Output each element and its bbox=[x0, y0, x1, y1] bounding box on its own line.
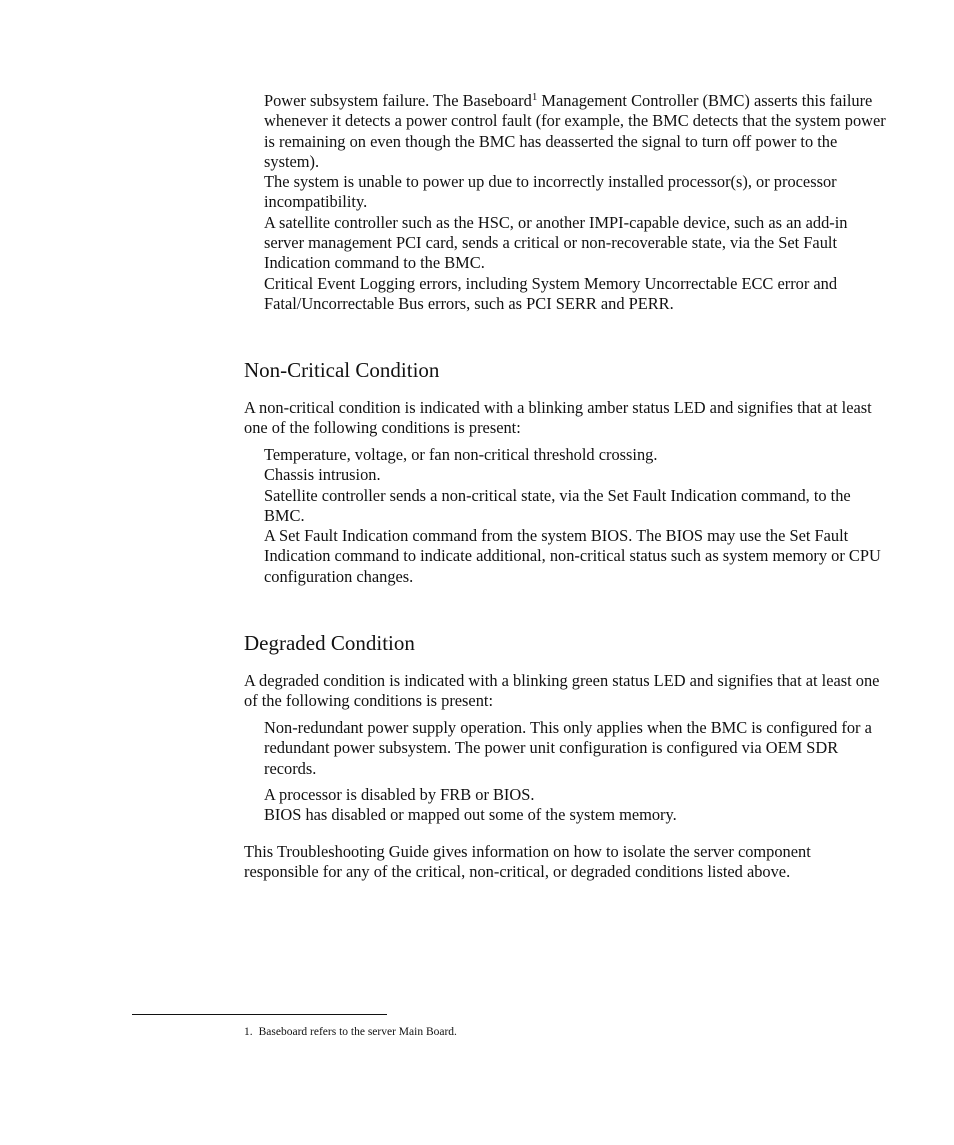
closing-paragraph: This Troubleshooting Guide gives information on how to isolate the server component responsible for any of the critical, non-critical, or degraded conditions listed above. bbox=[244, 842, 811, 882]
degraded-list bbox=[264, 718, 889, 825]
footnote-text: Baseboard refers to the server Main Board. bbox=[258, 1026, 457, 1038]
list-item: Power subsystem failure. The Baseboard$^1$ Management Controller (BMC) asserts this failure whenever it detects a power control fault (for example, the BMC detects that the system power is remaining on even though the BMC has deasserted the signal to turn off power to the system). bbox=[264, 91, 886, 171]
degraded-intro: A degraded condition is indicated with a blinking green status LED and signifies that at least one of the following conditions is present: bbox=[244, 671, 880, 711]
list-item: A processor is disabled by FRB or BIOS. bbox=[264, 784, 535, 804]
list-item: The system is unable to power up due to incorrectly installed processor(s), or processor incompatibility. bbox=[264, 172, 837, 212]
non-critical-intro: A non-critical condition is indicated with a blinking amber status LED and signifies that at least one of the following conditions is present: bbox=[244, 398, 872, 438]
list-item: Temperature, voltage, or fan non-critical threshold crossing. bbox=[264, 445, 658, 464]
footnote-reference: 1 bbox=[531, 91, 538, 103]
list-item: A Set Fault Indication command from the system BIOS. The BIOS may use the Set Fault Indication command to indicate additional, non-critical status such as system memory or CPU configuration changes. bbox=[264, 526, 881, 586]
critical-condition-list bbox=[264, 91, 889, 314]
list-item: Non-redundant power supply operation. This only applies when the BMC is configured for a redundant power subsystem. The power unit configuration is configured via OEM SDR records. bbox=[264, 718, 872, 778]
list-item: Critical Event Logging errors, including System Memory Uncorrectable ECC error and Fatal/Uncorrectable Bus errors, such as PCI SERR and PERR. bbox=[264, 273, 838, 313]
footnote-divider bbox=[132, 1014, 387, 1015]
list-item: A satellite controller such as the HSC, or another IMPI-capable device, such as an add-in server management PCI card, sends a critical or non-recoverable state, via the Set Fault Indication command to the BMC. bbox=[264, 212, 848, 273]
section-heading-non-critical: Non-Critical Condition bbox=[244, 358, 440, 382]
list-item: Chassis intrusion. bbox=[264, 465, 381, 485]
footnote-number: 1. bbox=[244, 1026, 253, 1038]
list-item: Satellite controller sends a non-critical state, via the Set Fault Indication command, to the BMC. bbox=[264, 485, 851, 525]
list-item: BIOS has disabled or mapped out some of the system memory. bbox=[264, 805, 677, 825]
footnote bbox=[244, 1025, 457, 1039]
section-heading-degraded: Degraded Condition bbox=[244, 631, 415, 655]
non-critical-list bbox=[264, 445, 889, 587]
